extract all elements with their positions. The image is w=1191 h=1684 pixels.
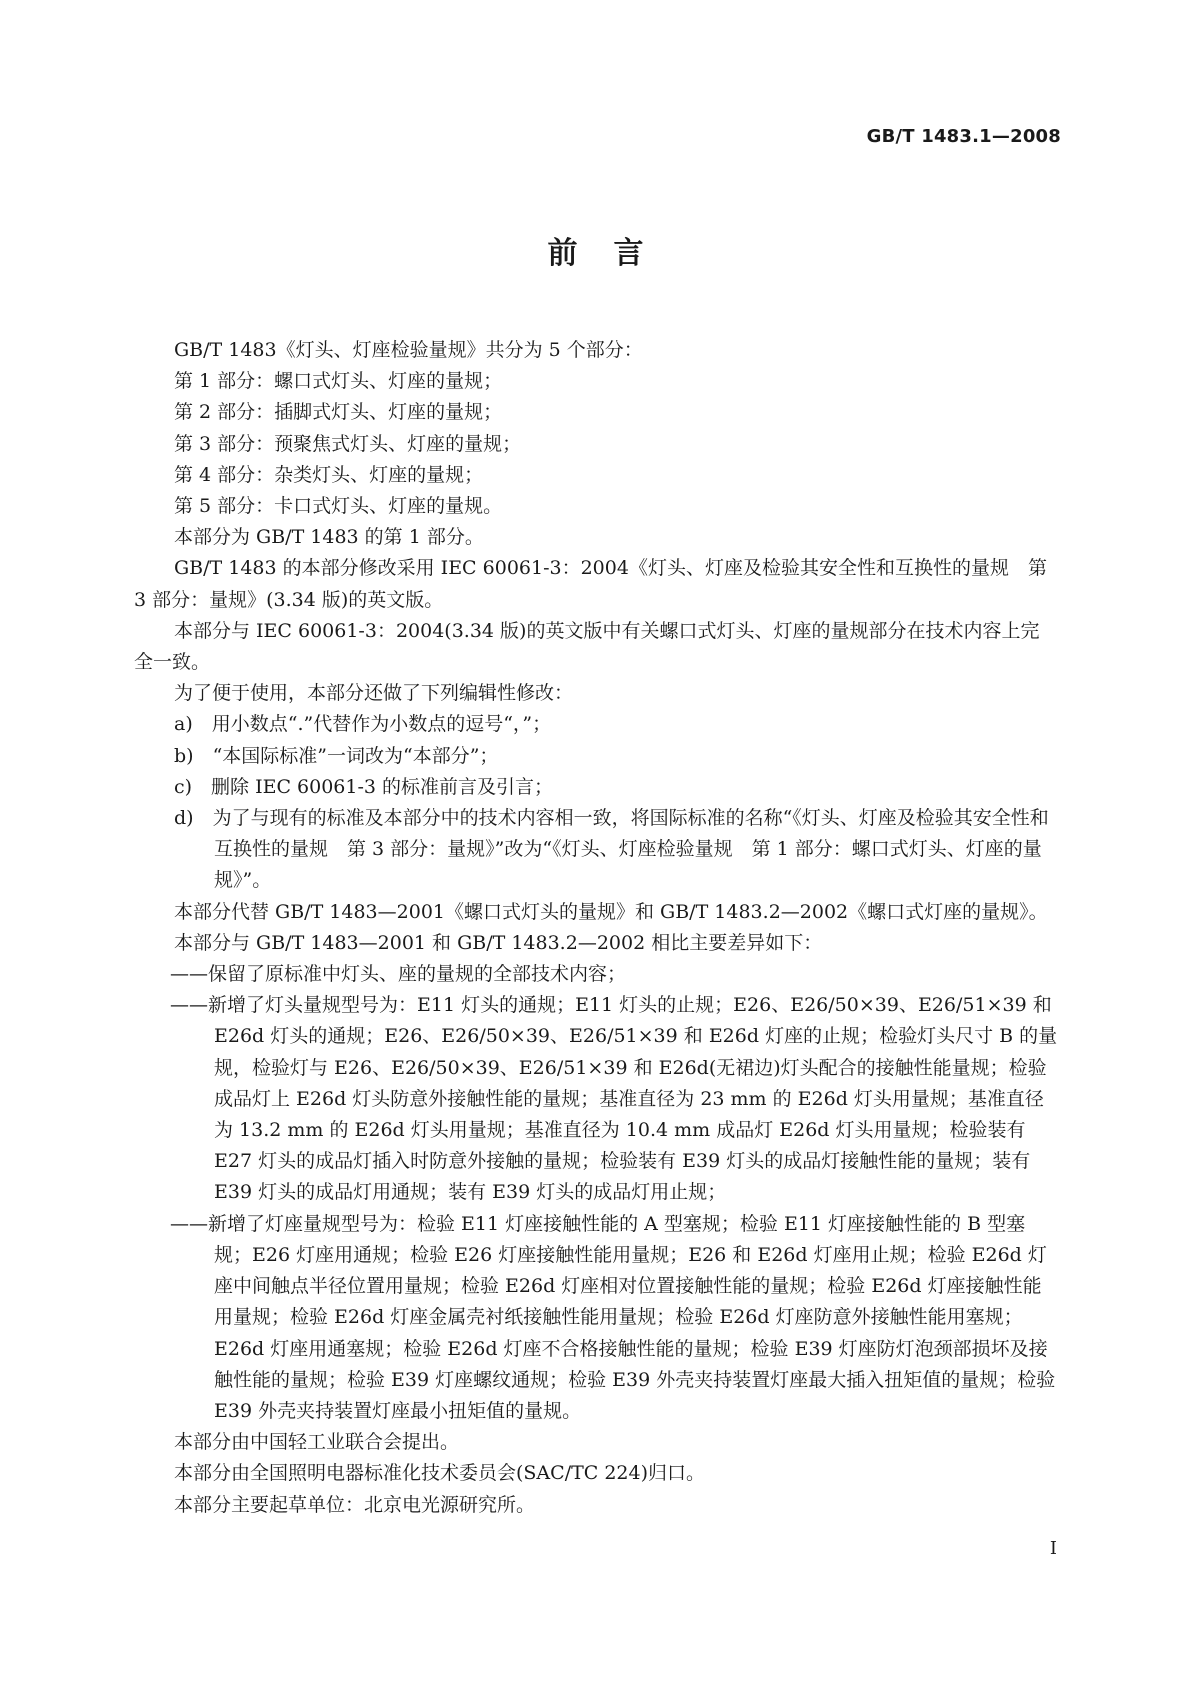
list-item: d) 为了与现有的标准及本部分中的技术内容相一致，将国际标准的名称“《灯头、灯座及检验其安全性和互换性的量规 第 3 部分：量规》”改为“《灯头、灯座检验量规 第 1 部分：螺口式灯头、灯座的量规》”。	[174, 807, 1049, 892]
paragraph: 本部分与 IEC 60061-3：2004(3.34 版)的英文版中有关螺口式灯头、灯座的量规部分在技术内容上完全一致。	[134, 619, 1040, 674]
paragraph: 本部分代替 GB/T 1483—2001《螺口式灯头的量规》和 GB/T 1483.2—2002《螺口式灯座的量规》。	[174, 900, 1048, 923]
list-item: ——保留了原标准中灯头、座的量规的全部技术内容；	[170, 963, 627, 986]
list-item: a) 用小数点“.”代替作为小数点的逗号“，”；	[174, 713, 552, 736]
paragraph: GB/T 1483 的本部分修改采用 IEC 60061-3：2004《灯头、灯座及检验其安全性和互换性的量规 第 3 部分：量规》(3.34 版)的英文版。	[134, 557, 1047, 611]
list-item: c) 删除 IEC 60061-3 的标准前言及引言；	[174, 775, 554, 798]
paragraph: 为了便于使用，本部分还做了下列编辑性修改：	[174, 682, 574, 705]
foreword-body	[134, 335, 1058, 1521]
paragraph: 本部分为 GB/T 1483 的第 1 部分。	[174, 526, 484, 549]
standard-number: GB/T 1483.1—2008	[866, 126, 1061, 147]
list-item: b) “本国际标准”一词改为“本部分”；	[174, 744, 499, 767]
list-item: 第 4 部分：杂类灯头、灯座的量规；	[174, 463, 484, 486]
paragraph: 本部分由全国照明电器标准化技术委员会(SAC/TC 224)归口。	[174, 1462, 706, 1485]
paragraph: 本部分与 GB/T 1483—2001 和 GB/T 1483.2—2002 相比主要差异如下：	[174, 931, 823, 954]
list-item: 第 5 部分：卡口式灯头、灯座的量规。	[174, 495, 503, 518]
list-item: 第 1 部分：螺口式灯头、灯座的量规；	[174, 370, 503, 393]
page-number: I	[1049, 1538, 1057, 1559]
list-item: 第 3 部分：预聚焦式灯头、灯座的量规；	[174, 432, 522, 455]
list-item: ——新增了灯头量规型号为：E11 灯头的通规；E11 灯头的止规；E26、E26/50×39、E26/51×39 和 E26d 灯头的通规；E26、E26/50×39、E26/51×39 和 E26d 灯座的止规；检验灯头尺寸 B 的量规，检验灯与 E26、E26/50×39、E26/51×39 和 E26d(无裙边)灯头配合的接触性能量规；检验成品灯上 E26d 灯头防意外接触性能的量规；基准直径为 23 mm 的 E26d 灯头用量规；基准直径为 13.2 mm 的 E26d 灯头用量规；基准直径为 10.4 mm 成品灯 E26d 灯头用量规；检验装有 E27 灯头的成品灯插入时防意外接触的量规；检验装有 E39 灯头的成品灯接触性能的量规；装有 E39 灯头的成品灯用通规；装有 E39 灯头的成品灯用止规；	[170, 994, 1058, 1204]
paragraph: 本部分由中国轻工业联合会提出。	[174, 1431, 460, 1454]
list-item: 第 2 部分：插脚式灯头、灯座的量规；	[174, 401, 503, 424]
paragraph: 本部分主要起草单位：北京电光源研究所。	[174, 1493, 536, 1516]
paragraph: GB/T 1483《灯头、灯座检验量规》共分为 5 个部分：	[174, 339, 643, 361]
list-item: ——新增了灯座量规型号为：检验 E11 灯座接触性能的 A 型塞规；检验 E11 灯座接触性能的 B 型塞规；E26 灯座用通规；检验 E26 灯座接触性能用量规；E26 和 E26d 灯座用止规；检验 E26d 灯座中间触点半径位置用量规；检验 E26d 灯座相对位置接触性能的量规；检验 E26d 灯座接触性能用量规；检验 E26d 灯座金属壳衬纸接触性能用量规；检验 E26d 灯座防意外接触性能用塞规；E26d 灯座用通塞规；检验 E26d 灯座不合格接触性能的量规；检验 E39 灯座防灯泡颈部损坏及接触性能的量规；检验 E39 灯座螺纹通规；检验 E39 外壳夹持装置灯座最大插入扭矩值的量规；检验 E39 外壳夹持装置灯座最小扭矩值的量规。	[170, 1212, 1056, 1422]
page-title: 前言	[547, 236, 680, 271]
